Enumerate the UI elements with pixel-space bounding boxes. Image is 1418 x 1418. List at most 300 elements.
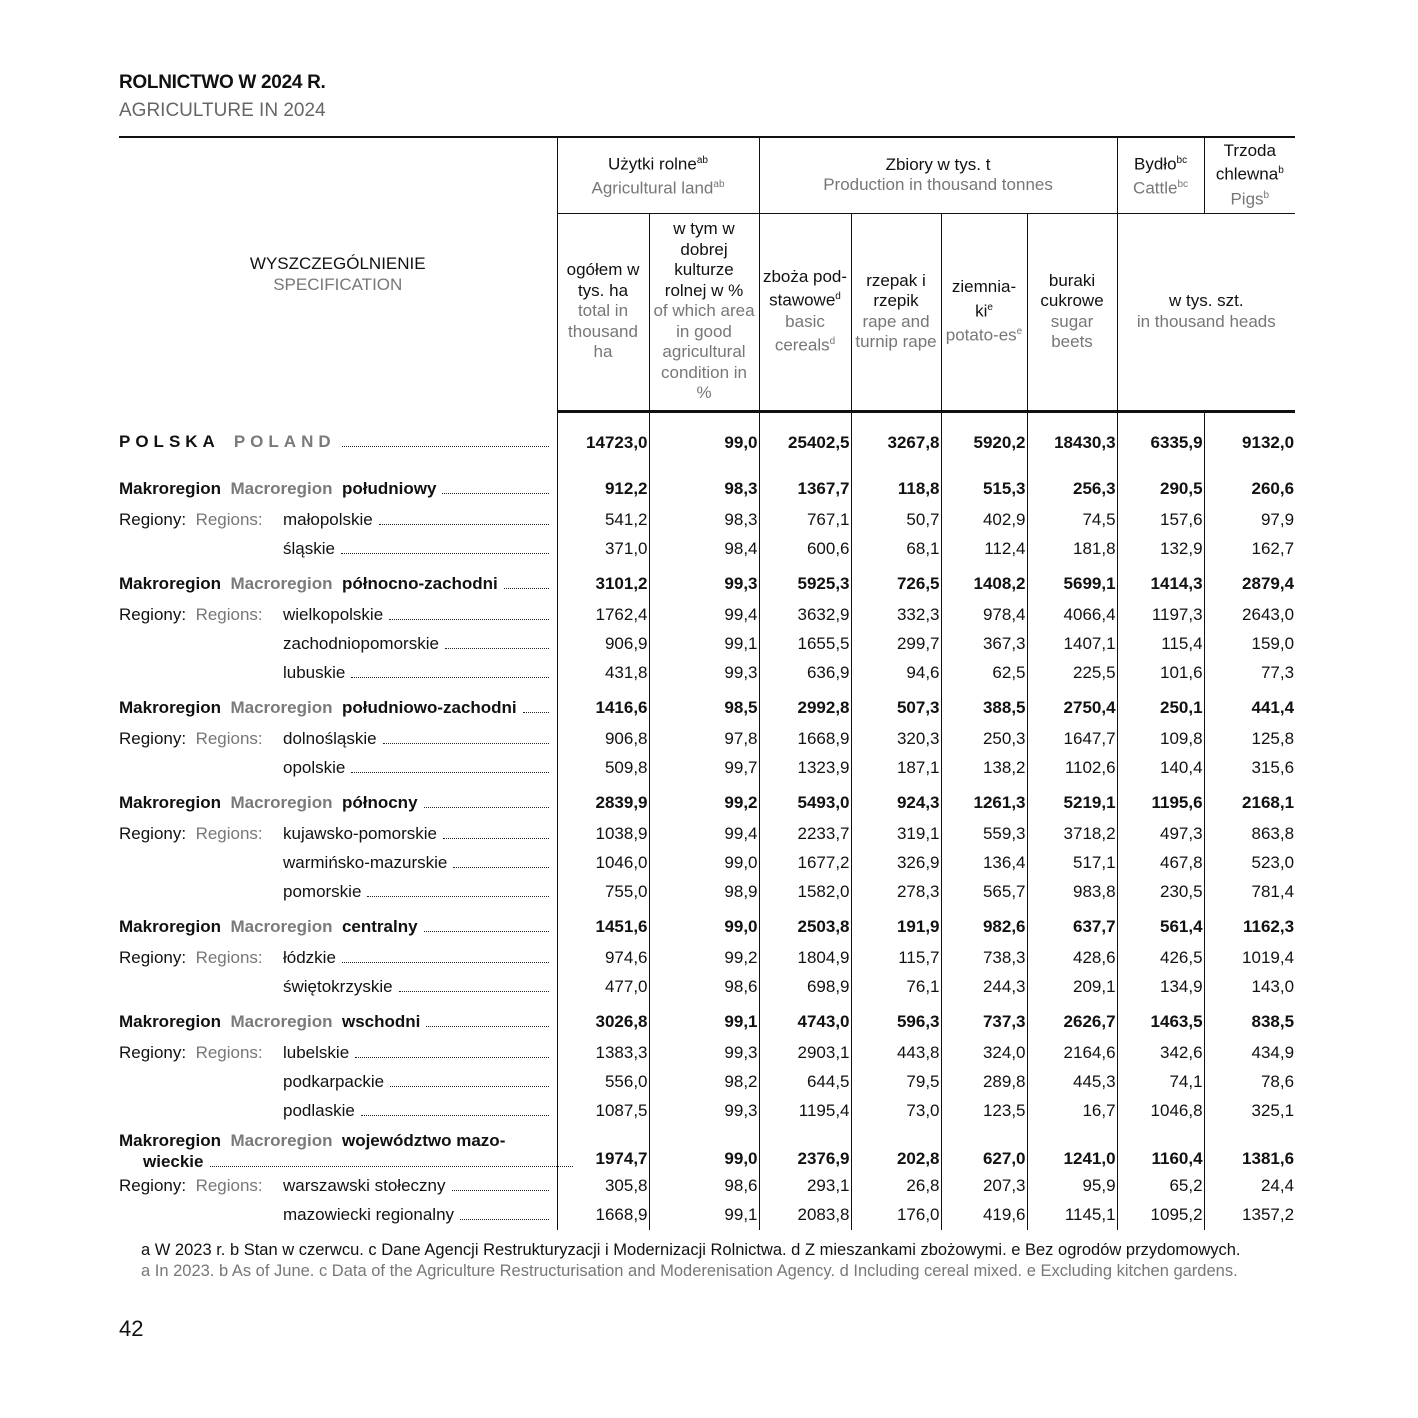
cell-value: 2839,9 (557, 783, 649, 820)
header-c4-pl: rzepak i rzepik (866, 270, 926, 310)
cell-value: 1145,1 (1027, 1201, 1117, 1230)
cell-value: 97,8 (649, 725, 759, 754)
macro-label-en: Macroregion (230, 917, 333, 936)
row-label (119, 1201, 557, 1230)
cell-value: 256,3 (1027, 469, 1117, 506)
cell-value: 99,2 (649, 783, 759, 820)
cell-value: 2503,8 (759, 907, 851, 944)
cell-value: 1241,0 (1027, 1126, 1117, 1172)
cell-value: 1647,7 (1027, 725, 1117, 754)
regions-label-en: Regions: (195, 824, 263, 843)
cell-value: 76,1 (851, 973, 941, 1002)
cell-value: 2083,8 (759, 1201, 851, 1230)
leader-dots (453, 867, 548, 868)
macro-label-en: Macroregion (230, 698, 333, 717)
header-c5-pl: ziemnia-ki (951, 277, 1017, 321)
cell-value: 906,9 (557, 630, 649, 659)
cell-value: 73,0 (851, 1097, 941, 1126)
cell-value: 250,3 (941, 725, 1027, 754)
regions-label-en: Regions: (195, 510, 263, 529)
table-row (119, 1201, 1295, 1230)
cell-value: 191,9 (851, 907, 941, 944)
header-land-pl: Użytki rolne (608, 154, 697, 174)
row-label (119, 820, 557, 849)
header-cattle-pl: Bydło (1134, 154, 1177, 174)
regions-label-pl: Regiony: (119, 1043, 187, 1062)
cell-value: 159,0 (1204, 630, 1295, 659)
cell-value: 698,9 (759, 973, 851, 1002)
cell-value: 1162,3 (1204, 907, 1295, 944)
cell-value: 1087,5 (557, 1097, 649, 1126)
cell-value: 176,0 (851, 1201, 941, 1230)
cell-value: 2164,6 (1027, 1039, 1117, 1068)
cell-value: 2376,9 (759, 1126, 851, 1172)
cell-value: 541,2 (557, 506, 649, 535)
header-spec-en: SPECIFICATION (273, 274, 403, 294)
row-label (119, 849, 557, 878)
macroregion-name: północno-zachodni (341, 574, 498, 593)
cell-value: 94,6 (851, 659, 941, 688)
header-sugar-beets (1027, 213, 1117, 411)
cell-value: 260,6 (1204, 469, 1295, 506)
region-name: świętokrzyskie (283, 977, 393, 996)
cell-value: 99,3 (649, 659, 759, 688)
table-row (119, 849, 1295, 878)
table-row (119, 688, 1295, 725)
regions-label-en: Regions: (195, 729, 263, 748)
cell-value: 5920,2 (941, 411, 1027, 469)
header-c1-pl: ogółem w tys. ha (566, 260, 640, 300)
macro-label-en: Macroregion (230, 1012, 333, 1031)
cell-value: 978,4 (941, 601, 1027, 630)
header-c3-pl: zboża pod-stawowe (762, 266, 848, 310)
cell-value: 99,3 (649, 1097, 759, 1126)
table-row (119, 630, 1295, 659)
header-c6-pl: buraki cukrowe (1040, 270, 1104, 310)
header-c1-en: total in thousand ha (568, 301, 638, 362)
cell-value: 559,3 (941, 820, 1027, 849)
cell-value: 98,2 (649, 1068, 759, 1097)
cell-value: 1261,3 (941, 783, 1027, 820)
cell-value: 1463,5 (1117, 1002, 1204, 1039)
table-row (119, 601, 1295, 630)
row-label (119, 688, 557, 725)
table-row (119, 1002, 1295, 1039)
cell-value: 755,0 (557, 878, 649, 907)
cell-value: 2643,0 (1204, 601, 1295, 630)
header-potatoes (941, 213, 1027, 411)
header-c5-sup-en: e (1016, 325, 1023, 337)
cell-value: 596,3 (851, 1002, 941, 1039)
header-good-condition (649, 213, 759, 411)
cell-value: 98,9 (649, 878, 759, 907)
cell-value: 143,0 (1204, 973, 1295, 1002)
leader-dots (424, 931, 549, 932)
row-label (119, 754, 557, 783)
cell-value: 209,1 (1027, 973, 1117, 1002)
cell-value: 98,6 (649, 973, 759, 1002)
cell-value: 74,5 (1027, 506, 1117, 535)
cell-value: 118,8 (851, 469, 941, 506)
cell-value: 388,5 (941, 688, 1027, 725)
table-row (119, 1068, 1295, 1097)
region-name: podkarpackie (283, 1072, 385, 1091)
cell-value: 138,2 (941, 754, 1027, 783)
header-cattle-sup-en: bc (1177, 179, 1189, 191)
cell-value: 497,3 (1117, 820, 1204, 849)
cell-value: 507,3 (851, 688, 941, 725)
cell-value: 371,0 (557, 535, 649, 564)
macro-label-en: Macroregion (230, 574, 333, 593)
page (119, 72, 1295, 1282)
cell-value: 290,5 (1117, 469, 1204, 506)
cell-value: 3267,8 (851, 411, 941, 469)
cell-value: 924,3 (851, 783, 941, 820)
cell-value: 16,7 (1027, 1097, 1117, 1126)
cell-value: 2168,1 (1204, 783, 1295, 820)
cell-value: 99,0 (649, 907, 759, 944)
cell-value: 1357,2 (1204, 1201, 1295, 1230)
cell-value: 636,9 (759, 659, 851, 688)
header-prod-pl: Zbiory w tys. t (885, 154, 991, 174)
regions-label-pl: Regiony: (119, 605, 187, 624)
row-label (119, 907, 557, 944)
cell-value: 1383,3 (557, 1039, 649, 1068)
table-row (119, 1172, 1295, 1201)
header-c3-en: basic cereals (774, 311, 830, 355)
cell-value: 4743,0 (759, 1002, 851, 1039)
leader-dots (390, 1086, 548, 1087)
regions-label-en: Regions: (195, 605, 263, 624)
cell-value: 561,4 (1117, 907, 1204, 944)
cell-value: 1668,9 (759, 725, 851, 754)
table-row (119, 754, 1295, 783)
macroregion-name: wschodni (341, 1012, 421, 1031)
header-cattle-en: Cattle (1133, 178, 1178, 198)
header-c2-pl: w tym w dobrej kulturze rolnej w % (664, 219, 744, 300)
header-pigs-sup: b (1278, 165, 1284, 177)
macroregion-name: północny (341, 793, 418, 812)
cell-value: 2233,7 (759, 820, 851, 849)
region-name: warszawski stołeczny (283, 1176, 446, 1195)
poland-label-pl: POLSKA (119, 431, 220, 451)
cell-value: 5493,0 (759, 783, 851, 820)
cell-value: 244,3 (941, 973, 1027, 1002)
cell-value: 289,8 (941, 1068, 1027, 1097)
row-label (119, 601, 557, 630)
cell-value: 6335,9 (1117, 411, 1204, 469)
header-pigs-pl: Trzoda chlewna (1215, 140, 1279, 184)
macro-label-pl: Makroregion (119, 917, 222, 936)
cell-value: 26,8 (851, 1172, 941, 1201)
macroregion-name: centralny (341, 917, 418, 936)
header-c3-sup-en: d (829, 336, 836, 347)
cell-value: 443,8 (851, 1039, 941, 1068)
cell-value: 974,6 (557, 944, 649, 973)
regions-label-en: Regions: (195, 948, 263, 967)
cell-value: 99,0 (649, 1126, 759, 1172)
cell-value: 1974,7 (557, 1126, 649, 1172)
cell-value: 2879,4 (1204, 564, 1295, 601)
header-basic-cereals (759, 213, 851, 411)
header-c5-en: potato-es (945, 325, 1017, 345)
cell-value: 342,6 (1117, 1039, 1204, 1068)
cell-value: 1197,3 (1117, 601, 1204, 630)
cell-value: 1160,4 (1117, 1126, 1204, 1172)
header-pigs-en: Pigs (1230, 189, 1264, 209)
cell-value: 24,4 (1204, 1172, 1295, 1201)
leader-dots (341, 553, 549, 554)
leader-dots (445, 648, 549, 649)
region-name: łódzkie (283, 948, 336, 967)
cell-value: 74,1 (1117, 1068, 1204, 1097)
cell-value: 1019,4 (1204, 944, 1295, 973)
row-label (119, 535, 557, 564)
leader-dots (460, 1219, 548, 1220)
row-label (119, 630, 557, 659)
regions-label-en: Regions: (195, 1043, 263, 1062)
cell-value: 1195,6 (1117, 783, 1204, 820)
cell-value: 477,0 (557, 973, 649, 1002)
cell-value: 431,8 (557, 659, 649, 688)
cell-value: 140,4 (1117, 754, 1204, 783)
leader-dots (379, 524, 549, 525)
header-heads-en: in thousand heads (1136, 311, 1276, 331)
cell-value: 434,9 (1204, 1039, 1295, 1068)
table-row (119, 725, 1295, 754)
macro-label-en: Macroregion (230, 1130, 333, 1150)
cell-value: 319,1 (851, 820, 941, 849)
cell-value: 863,8 (1204, 820, 1295, 849)
cell-value: 99,0 (649, 411, 759, 469)
cell-value: 509,8 (557, 754, 649, 783)
cell-value: 115,7 (851, 944, 941, 973)
table-row (119, 944, 1295, 973)
cell-value: 25402,5 (759, 411, 851, 469)
header-c3-sup: d (835, 291, 841, 303)
cell-value: 738,3 (941, 944, 1027, 973)
cell-value: 299,7 (851, 630, 941, 659)
header-c6-en: sugar beets (1050, 311, 1094, 351)
cell-value: 445,3 (1027, 1068, 1117, 1097)
cell-value: 1804,9 (759, 944, 851, 973)
cell-value: 1414,3 (1117, 564, 1204, 601)
cell-value: 9132,0 (1204, 411, 1295, 469)
cell-value: 98,5 (649, 688, 759, 725)
table-row (119, 535, 1295, 564)
table-row (119, 1126, 1295, 1172)
page-subtitle: AGRICULTURE IN 2024 (119, 100, 326, 121)
cell-value: 1038,9 (557, 820, 649, 849)
macroregion-name: południowy (341, 479, 437, 498)
cell-value: 99,1 (649, 1002, 759, 1039)
cell-value: 99,4 (649, 820, 759, 849)
leader-dots (342, 446, 549, 447)
cell-value: 98,3 (649, 506, 759, 535)
table-row (119, 1039, 1295, 1068)
cell-value: 181,8 (1027, 535, 1117, 564)
row-label (119, 725, 557, 754)
cell-value: 1582,0 (759, 878, 851, 907)
region-name: warmińsko-mazurskie (283, 853, 448, 872)
header-spec-pl: WYSZCZEGÓLNIENIE (249, 254, 426, 273)
table-row (119, 973, 1295, 1002)
header-pigs-sup-en: b (1263, 189, 1270, 201)
cell-value: 637,7 (1027, 907, 1117, 944)
cell-value: 600,6 (759, 535, 851, 564)
page-number: 42 (119, 1316, 144, 1341)
row-label (119, 1097, 557, 1126)
macro-label-pl: Makroregion (119, 479, 222, 498)
cell-value: 98,3 (649, 469, 759, 506)
macro-label-en: Macroregion (230, 793, 333, 812)
leader-dots (389, 619, 548, 620)
row-label (119, 973, 557, 1002)
cell-value: 627,0 (941, 1126, 1027, 1172)
cell-value: 2992,8 (759, 688, 851, 725)
header-rape (851, 213, 941, 411)
cell-value: 320,3 (851, 725, 941, 754)
row-label (119, 506, 557, 535)
leader-dots (426, 1026, 548, 1027)
header-land-sup-en: ab (713, 179, 725, 191)
cell-value: 523,0 (1204, 849, 1295, 878)
table-header (119, 137, 1295, 411)
cell-value: 123,5 (941, 1097, 1027, 1126)
regions-label-en: Regions: (195, 1176, 263, 1195)
region-name: opolskie (283, 758, 346, 777)
header-prod-en: Production in thousand tonnes (823, 175, 1053, 195)
macro-label-pl: Makroregion (119, 793, 222, 812)
header-c4-en: rape and turnip rape (855, 311, 937, 351)
table-row (119, 878, 1295, 907)
region-name: wielkopolskie (283, 605, 384, 624)
cell-value: 3632,9 (759, 601, 851, 630)
leader-dots (355, 1057, 548, 1058)
cell-value: 5219,1 (1027, 783, 1117, 820)
cell-value: 65,2 (1117, 1172, 1204, 1201)
table-row (119, 907, 1295, 944)
leader-dots (361, 1115, 549, 1116)
cell-value: 367,3 (941, 630, 1027, 659)
leader-dots (523, 712, 549, 713)
header-agricultural-land (557, 137, 759, 213)
cell-value: 78,6 (1204, 1068, 1295, 1097)
cell-value: 982,6 (941, 907, 1027, 944)
row-label (119, 1068, 557, 1097)
cell-value: 325,1 (1204, 1097, 1295, 1126)
cell-value: 1046,0 (557, 849, 649, 878)
cell-value: 68,1 (851, 535, 941, 564)
cell-value: 515,3 (941, 469, 1027, 506)
macro-label-pl: Makroregion (119, 1130, 222, 1150)
row-label (119, 1172, 557, 1201)
header-c5-sup: e (987, 301, 993, 313)
cell-value: 419,6 (941, 1201, 1027, 1230)
leader-dots (342, 962, 549, 963)
cell-value: 1367,7 (759, 469, 851, 506)
cell-value: 99,0 (649, 849, 759, 878)
cell-value: 112,4 (941, 535, 1027, 564)
regions-label-pl: Regiony: (119, 1176, 187, 1195)
leader-dots (351, 772, 548, 773)
cell-value: 77,3 (1204, 659, 1295, 688)
row-label (119, 1002, 557, 1039)
cell-value: 134,9 (1117, 973, 1204, 1002)
region-name: pomorskie (283, 882, 362, 901)
region-name: dolnośląskie (283, 729, 377, 748)
cell-value: 912,2 (557, 469, 649, 506)
row-label (119, 469, 557, 506)
header-cattle-sup: bc (1176, 155, 1188, 167)
cell-value: 98,6 (649, 1172, 759, 1201)
macroregion-name-cont: wieckie (143, 1151, 204, 1171)
leader-dots (367, 896, 548, 897)
header-specification (119, 137, 557, 411)
cell-value: 278,3 (851, 878, 941, 907)
region-name: śląskie (283, 539, 335, 558)
cell-value: 293,1 (759, 1172, 851, 1201)
regions-label-pl: Regiony: (119, 729, 187, 748)
cell-value: 426,5 (1117, 944, 1204, 973)
cell-value: 79,5 (851, 1068, 941, 1097)
cell-value: 115,4 (1117, 630, 1204, 659)
cell-value: 1655,5 (759, 630, 851, 659)
cell-value: 767,1 (759, 506, 851, 535)
cell-value: 5699,1 (1027, 564, 1117, 601)
cell-value: 99,4 (649, 601, 759, 630)
cell-value: 1451,6 (557, 907, 649, 944)
cell-value: 1095,2 (1117, 1201, 1204, 1230)
footnote-pl: a W 2023 r. b Stan w czerwcu. c Dane Agencji Restrukturyzacji i Modernizacji Rolnictwa. d Z mieszankami zbożowymi. e Bez ogrodów przydomowych. (141, 1240, 1241, 1259)
header-cattle (1117, 137, 1204, 213)
footnotes (119, 1240, 1295, 1282)
cell-value: 157,6 (1117, 506, 1204, 535)
cell-value: 326,9 (851, 849, 941, 878)
header-heads-pl: w tys. szt. (1168, 291, 1244, 310)
region-name: małopolskie (283, 510, 373, 529)
row-label (119, 1126, 557, 1172)
cell-value: 726,5 (851, 564, 941, 601)
agriculture-table (119, 136, 1295, 1230)
cell-value: 838,5 (1204, 1002, 1295, 1039)
cell-value: 565,7 (941, 878, 1027, 907)
cell-value: 315,6 (1204, 754, 1295, 783)
region-name: lubelskie (283, 1043, 350, 1062)
cell-value: 2750,4 (1027, 688, 1117, 725)
cell-value: 305,8 (557, 1172, 649, 1201)
table-row (119, 820, 1295, 849)
leader-dots (383, 743, 549, 744)
cell-value: 644,5 (759, 1068, 851, 1097)
leader-dots (452, 1190, 549, 1191)
table-row (119, 506, 1295, 535)
cell-value: 187,1 (851, 754, 941, 783)
cell-value: 125,8 (1204, 725, 1295, 754)
macro-label-en: Macroregion (230, 479, 333, 498)
leader-dots (424, 807, 549, 808)
cell-value: 50,7 (851, 506, 941, 535)
macro-label-pl: Makroregion (119, 1012, 222, 1031)
cell-value: 202,8 (851, 1126, 941, 1172)
cell-value: 737,3 (941, 1002, 1027, 1039)
cell-value: 95,9 (1027, 1172, 1117, 1201)
cell-value: 207,3 (941, 1172, 1027, 1201)
leader-dots (443, 838, 549, 839)
cell-value: 983,8 (1027, 878, 1117, 907)
region-name: mazowiecki regionalny (283, 1205, 455, 1224)
regions-label-pl: Regiony: (119, 948, 187, 967)
